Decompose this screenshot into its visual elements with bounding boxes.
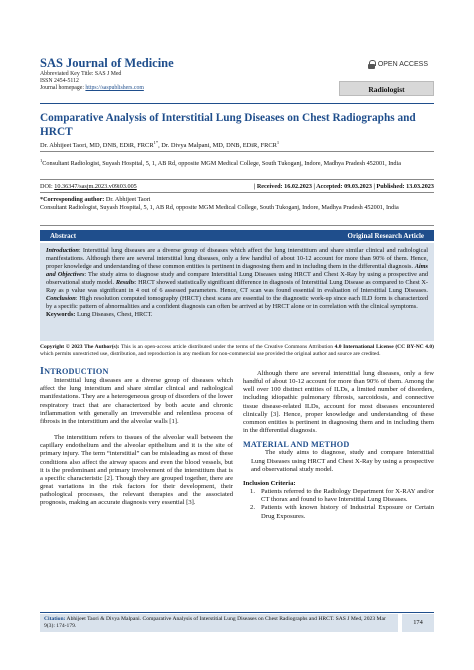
doi-link[interactable]: 10.36347/sasjm.2023.v09i03.005 [54, 183, 137, 190]
corr-rule [40, 225, 434, 226]
intro-label: Introduction [46, 247, 79, 254]
header-rule [40, 103, 434, 104]
homepage-link[interactable]: https://saspublishers.com [85, 85, 144, 91]
aims-text: : The study aims to diagnose study and compare Interstitial Lung Diseases using HRCT and Chest X-Ray by using a prospective and observational study model. [46, 270, 428, 286]
citation-label: Citation: [44, 616, 66, 622]
corresponding-author [40, 196, 434, 211]
intro-paragraph-2: The interstitium refers to tissues of the alveolar wall between the capillary endothelium and the alveolar epithelium and it is the site of primary injury. The term “interstitial” can be misleading as most of these conditions also affect the airway spaces and even the blood vessels, but it is the predominant and primary involvement of the interstitium that is a specific characteristic [2]. Though they are grouped together, there are great variations in the risk factors for their development, their pathological processes, the relevant therapies and the associated prognosis, making an accurate diagnosis very essential [3]. [40, 434, 233, 507]
abstract-box [40, 243, 434, 341]
right-column [243, 370, 434, 521]
citation-box [40, 614, 398, 632]
author-1-sup: 1* [153, 140, 159, 145]
left-column [40, 368, 233, 508]
journal-title: SAS Journal of Medicine [40, 56, 174, 70]
criteria-heading: Inclusion Criteria: [243, 479, 296, 487]
open-access-label: OPEN ACCESS [377, 61, 428, 68]
citation-text: Abhijeet Taori & Divya Malpani. Comparative Analysis of Interstitial Lung Diseases on Chest Radiographs and HRCT. SAS J Med, 2023 Mar 9(3): 174-179. [44, 616, 386, 629]
method-paragraph: The study aims to diagnose, study and compare Interstitial Lung Diseases using HRCT and Chest X-Ray by using a prospective and observational study model. [251, 449, 434, 473]
journal-issn: ISSN 2454-5112 [40, 78, 79, 84]
affiliation [40, 157, 434, 168]
affiliation-rule [40, 179, 434, 180]
author-2-sup: 1 [276, 140, 280, 145]
doi [40, 183, 137, 190]
corr-name: Dr. Abhijeet Taori [105, 196, 151, 203]
intro-paragraph-3: Although there are several interstitial lung diseases, only a few handful of about 10-12 account for more than 90% of them. Among the well over 100 distinct entities of ILDs, a limited number of disorders, including idiopathic pulmonary fibrosis, sarcoidosis, and connective tissue disease-related ILDs, account for most diseases encountered clinically [3]. Hence, proper knowledge and understanding of these common entities is pertinent in diagnosing them and in including them in the differential diagnosis. [243, 370, 434, 435]
author-line [40, 140, 279, 149]
results-text: : HRCT showed statistically significant difference in diagnosis of Interstitial Lung Disease as compared to Chest X-Ray as p value was significant in 4 out of 6 assessed parameters. Hence, CT scan was found essential in evaluation of Interstitial Lung Diseases. [46, 278, 428, 294]
license: 4.0 International License (CC BY-NC 4.0) [334, 344, 435, 350]
doi-row [40, 183, 434, 190]
journal-homepage [40, 85, 144, 92]
method-heading: MATERIAL AND METHOD [243, 440, 350, 450]
homepage-label: Journal homepage: [40, 85, 86, 91]
copyright-label: Copyright © 2023 The Author(s): [40, 344, 120, 350]
keywords-label: Keywords: [46, 310, 77, 318]
intro-paragraph-1: Interstitial lung diseases are a diverse group of diseases which affect the lung interstium and share similar clinical and radiological manifestations. They are a heterogeneous group of disorders of the lower respiratory tract that are characterized by both acute and chronic inflammation with generally an irreversible and relentless process of fibrosis in the interstitium and the alveolar walls [1]. [40, 377, 233, 425]
copyright-text: This is an open-access article distributed under the terms of the Creative Commons Attribution [119, 344, 335, 350]
intro-text: : Interstitial lung diseases are a diverse group of diseases which affect the lung interstitium and share similar clinical and radiological manifestations. Although there are several interstitial lung diseases, only a few handful of about 10-12 account for more than 90% of them. Hence, proper knowledge and understanding of these common entities is pertinent in diagnosing them and in including them in the differential diagnosis. [46, 247, 428, 270]
corr-label: *Corresponding author: [40, 196, 106, 203]
affiliation-sup: 1 [40, 158, 43, 163]
copyright [40, 344, 434, 358]
footer-rule [40, 612, 434, 613]
author-2: , Dr. Divya Malpani, MD, DNB, EDiR, FRCR [158, 142, 277, 150]
article-type: Original Research Article [347, 231, 424, 240]
journal-abbrev: Abbreviated Key Title: SAS J Med [40, 71, 122, 77]
corr-affiliation: Consultant Radiologist, Suyash Hospital, 5, 1, AB Rd, opposite MGM Medical College, South Tukoganj, Indore, Madhya Pradesh 452001, India [40, 203, 399, 211]
affiliation-text: Consultant Radiologist, Suyash Hospital, 5, 1, AB Rd, opposite MGM Medical College, South Tukoganj, Indore, Madhya Pradesh 452001, India [42, 160, 401, 168]
abstract-bar [40, 230, 434, 241]
dates: | Received: 16.02.2023 | Accepted: 09.03.2023 | Published: 13.03.2023 [253, 183, 434, 190]
open-access-badge [368, 60, 428, 69]
article-title: Comparative Analysis of Interstitial Lung Diseases on Chest Radiographs and HRCT [40, 112, 416, 138]
abstract-heading: Abstract [50, 231, 77, 240]
conclusion-text: : High resolution computed tomography (HRCT) chest scans are essential to the diagnostic work-up since each ILD form is characterized by a specific pattern of abnormalities and a confident diagnosis can often be arrived at by HRCT alone or in correlation with the clinical symptoms. [46, 294, 428, 310]
list-item: 2. Patients with known history of Industrial Exposure or Certain Drug Exposures. [250, 504, 434, 520]
author-1: Dr. Abhijeet Taori, MD, DNB, EDiR, FRCR [40, 142, 154, 150]
doi-label: DOI: [40, 183, 55, 190]
criteria-list [243, 488, 434, 521]
author-rule [40, 151, 434, 152]
results-label: Results [115, 278, 135, 286]
page-number: 174 [402, 614, 434, 632]
copyright-text-2: which permits unrestricted use, distribution, and reproduction in any medium for non-commercial use provided the original author and source are credited. [40, 350, 381, 357]
doi-rule [40, 192, 434, 193]
list-item: 1. Patients referred to the Radiology Department for X-RAY and/or CT thorax and found to have Interstitial Lung Diseases. [250, 488, 434, 504]
section-badge: Radiologist [339, 81, 434, 96]
keywords: Lung Diseases, Chest, HRCT. [76, 310, 153, 318]
open-lock-icon [368, 60, 375, 69]
intro-heading: INTRODUCTION [40, 366, 109, 377]
aims-label: Aims and Objectives [46, 262, 428, 278]
conclusion-label: Conclusion [46, 294, 76, 302]
